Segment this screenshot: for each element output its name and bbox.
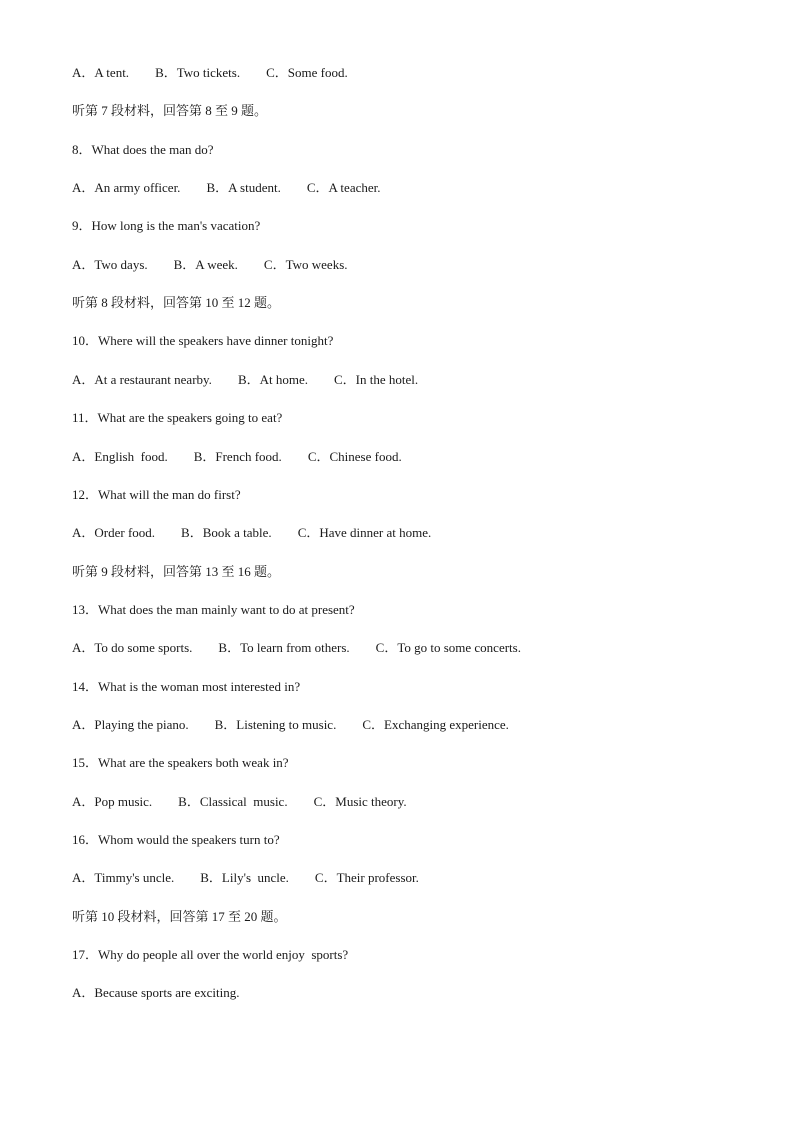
answer-option: C．In the hotel. — [334, 371, 419, 387]
answer-option: B．Listening to music. — [214, 717, 337, 732]
answer-option: C．Two weeks. — [263, 256, 348, 272]
answer-options — [72, 717, 509, 733]
answer-option: C．Their professor. — [314, 870, 419, 886]
answer-option: A．Timmy's uncle. — [72, 870, 175, 886]
question-text: 17．Why do people all over the world enjoy sports? — [72, 947, 349, 963]
answer-option: A．To do some sports. — [72, 640, 193, 656]
answer-option: A．Two days. — [72, 256, 148, 272]
question-text: 10．Where will the speakers have dinner tonight? — [72, 333, 334, 349]
answer-option: B．A student. — [206, 180, 281, 196]
answer-option: A．Order food. — [72, 525, 156, 541]
question-text: 13．What does the man mainly want to do at present? — [72, 601, 355, 617]
answer-option: A．Playing the piano. — [72, 717, 189, 732]
answer-option: B．A week. — [173, 256, 238, 272]
answer-options — [72, 870, 419, 886]
answer-option: C．Music theory. — [313, 793, 407, 809]
answer-option: B．Book a table. — [181, 525, 272, 541]
answer-option: B．Classical music. — [178, 793, 288, 809]
answer-option: B．French food. — [193, 448, 282, 464]
question-text: 14．What is the woman most interested in? — [72, 678, 301, 694]
answer-options — [72, 372, 418, 388]
answer-option: A．Pop music. — [72, 793, 153, 809]
answer-option: C．Exchanging experience. — [362, 717, 509, 732]
answer-options — [72, 257, 348, 273]
question-text: 15．What are the speakers both weak in? — [72, 755, 289, 771]
answer-options — [72, 525, 431, 541]
answer-option: C．Chinese food. — [307, 448, 402, 464]
answer-option: B．Lily's uncle. — [200, 870, 289, 886]
answer-option: B．Two tickets. — [155, 65, 241, 80]
section-instruction: 听第 8 段材料，回答第 10 至 12 题。 — [72, 295, 281, 311]
answer-options — [72, 794, 407, 810]
question-text: 16．Whom would the speakers turn to? — [72, 832, 280, 847]
section-instruction: 听第 9 段材料，回答第 13 至 16 题。 — [72, 563, 281, 579]
question-text: 9．How long is the man's vacation? — [72, 218, 261, 234]
question-text: 8．What does the man do? — [72, 141, 214, 157]
answer-options — [72, 65, 348, 81]
question-text: 11．What are the speakers going to eat? — [72, 410, 283, 426]
section-instruction: 听第 7 段材料，回答第 8 至 9 题。 — [72, 103, 268, 119]
answer-options — [72, 449, 402, 465]
answer-option: C．Have dinner at home. — [297, 525, 432, 541]
question-text: A．Because sports are exciting. — [72, 985, 240, 1001]
question-text: 12．What will the man do first? — [72, 486, 241, 502]
section-instruction: 听第 10 段材料，回答第 17 至 20 题。 — [72, 908, 287, 924]
answer-option: A．English food. — [72, 448, 168, 464]
answer-option: A．An army officer. — [72, 180, 181, 196]
answer-option: C．Some food. — [266, 65, 348, 80]
answer-options — [72, 180, 381, 196]
answer-option: A．At a restaurant nearby. — [72, 371, 212, 387]
answer-option: B．At home. — [237, 371, 308, 387]
answer-option: A．A tent. — [72, 65, 130, 80]
answer-option: C．A teacher. — [306, 180, 381, 196]
answer-option: B．To learn from others. — [218, 640, 350, 656]
answer-option: C．To go to some concerts. — [375, 640, 521, 656]
answer-options — [72, 640, 521, 656]
